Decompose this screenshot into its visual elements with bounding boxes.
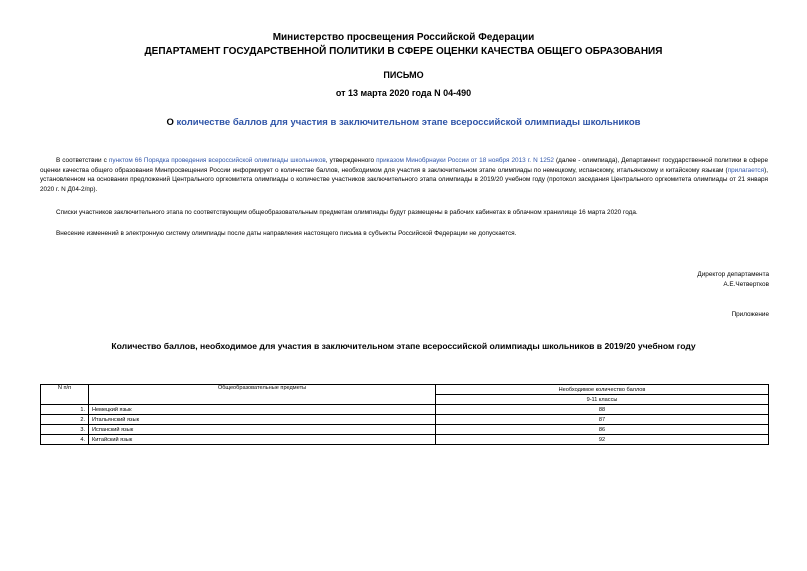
scores-table <box>40 384 769 445</box>
row-score: 87 <box>436 415 769 425</box>
document-type: ПИСЬМО <box>383 70 424 80</box>
subject-prefix: О <box>166 117 177 128</box>
table-row <box>41 425 769 435</box>
row-subject: Китайский язык <box>89 435 436 445</box>
row-number: 4. <box>41 435 89 445</box>
p1-text-d: ), установленном на основании предложений Центрального оргкомитета олимпиады о количестве участников заключительного этапа олимпиады в 2019/20 учебном году (протокол заседания Центрального оргкомитета олимпиады от 21 января 2020 г. N Д04-2/пр). <box>40 166 768 193</box>
col-header-grades: 9-11 классы <box>436 395 769 405</box>
link-attachment[interactable]: прилагается <box>727 166 765 174</box>
link-procedure-item-66[interactable]: пунктом 66 Порядка проведения всероссийской олимпиады школьников <box>108 157 326 164</box>
appendix-label: Приложение <box>731 311 769 318</box>
row-subject: Испанский язык <box>89 425 436 435</box>
row-number: 3. <box>41 425 89 435</box>
col-header-subject: Общеобразовательные предметы <box>89 385 436 405</box>
subject-link[interactable]: количестве баллов для участия в заключительном этапе всероссийской олимпиады школьников <box>176 117 641 128</box>
table-row <box>41 405 769 415</box>
signatory-name: А.Е.Четвертков <box>723 280 769 288</box>
signature-block <box>697 270 769 289</box>
row-number: 1. <box>41 405 89 415</box>
ministry-name: Министерство просвещения Российской Федерации <box>272 32 535 43</box>
row-score: 92 <box>436 435 769 445</box>
paragraph-3: Внесение изменений в электронную систему олимпиады после даты направления настоящего письма в субъекты Российской Федерации не допускается. <box>56 230 517 237</box>
p1-text-a: В соответствии с <box>56 157 109 164</box>
table-row <box>41 415 769 425</box>
row-subject: Немецкий язык <box>89 405 436 415</box>
col-header-number: N п/п <box>41 385 89 405</box>
col-header-score: Необходимое количество баллов <box>436 385 769 395</box>
p1-text-b: , утвержденного <box>325 157 377 164</box>
table-header-row <box>41 385 769 395</box>
document-date-number: от 13 марта 2020 года N 04-490 <box>335 88 472 98</box>
row-number: 2. <box>41 415 89 425</box>
paragraph-1 <box>40 156 768 194</box>
row-score: 86 <box>436 425 769 435</box>
row-subject: Итальянский язык <box>89 415 436 425</box>
signatory-position: Директор департамента <box>697 271 769 278</box>
p1-text-c: (далее - олимпиада), Департамент государственной политики в сфере оценки качества общего образования Минпросвещения России информирует о количестве баллов, необходимом для участия в заключительном этапе олимпиады по немецкому, испанскому, итальянскому и китайскому языкам ( <box>40 157 769 174</box>
paragraph-2: Списки участников заключительного этапа по соответствующим общеобразовательным предметам олимпиады будут размещены в рабочих кабинетах в облачном хранилище 16 марта 2020 года. <box>56 209 638 216</box>
department-name: ДЕПАРТАМЕНТ ГОСУДАРСТВЕННОЙ ПОЛИТИКИ В СФЕРЕ ОЦЕНКИ КАЧЕСТВА ОБЩЕГО ОБРАЗОВАНИЯ <box>144 46 663 57</box>
row-score: 88 <box>436 405 769 415</box>
link-order-1252[interactable]: приказом Минобрнауки России от 18 ноября 2013 г. N 1252 <box>376 157 554 164</box>
table-title: Количество баллов, необходимое для участия в заключительном этапе всероссийской олимпиады школьников в 2019/20 учебном году <box>111 341 696 351</box>
document-subject <box>0 117 807 128</box>
table-row <box>41 435 769 445</box>
